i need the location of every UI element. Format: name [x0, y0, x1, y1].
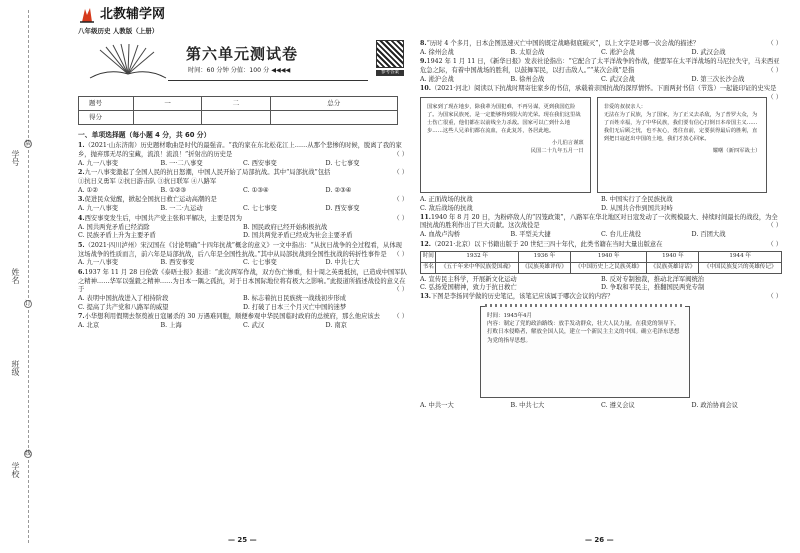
option[interactable]: D. 争取和平民主，推翻国民两党专制 [601, 284, 705, 292]
question-item [78, 242, 408, 268]
letter-signature: 小儿伯言谨禀 民国二十九年五月一日 [530, 139, 584, 154]
answer-bracket[interactable]: （ ） [767, 222, 782, 230]
cut-line [28, 10, 29, 543]
question-text: （2021·河北）阅读以下抗战时期寄往家乡的书信，承载着亲国抗战的深厚情怀。下面两封书信（节选）一起能印证的史实是 [430, 85, 777, 93]
question-number: 8. [420, 40, 427, 47]
options [420, 76, 782, 85]
book-table-cell: 1944 年 [699, 252, 782, 263]
brand-logo-icon [78, 6, 96, 24]
question-text: （2021·山东济南）历史题材歌曲是时代的最强音。“我的家在东北松花江上……从那个悲惨的时候，脱离了我的家乡，抛弃那无尽的宝藏，流浪！流浪！”折射出的历史是 [78, 142, 402, 159]
book-table-cell: 《五千年来中华民族爱国魂》 [436, 262, 519, 273]
letter-body: 非爱的叔叔亲人： 无法在为了民族，为了国家，为了正义去杀敌，为了普罗大众，为了百姓幸福，为了中华民族，我们要有信心打倒日本帝国主义……我们无后顾之忧，也不灰心，勇往直前，定要获得最后的胜利，直到把日寇赶出中国的土地，我们才放心回家。 [603, 104, 758, 142]
options [78, 187, 408, 196]
class-label: 班级 [11, 360, 21, 376]
question-number: 10. [420, 85, 431, 93]
question-item [78, 169, 408, 195]
letter-1 [420, 97, 591, 193]
test-meta: 时间：60 分钟 分值：100 分 ◀◀◀◀ [188, 66, 291, 74]
answer-bracket[interactable]: （ ） [767, 40, 782, 47]
note-line: 内容：制定了党的政治路线：放手发动群众，壮大人民力量，在我党的领导下，打败日本侵略者，解放全国人民，建立一个新民主主义的中国。确立毛泽东思想为党的指导思想。 [487, 321, 680, 344]
option[interactable]: D. ②③④ [325, 186, 352, 194]
question-item [78, 313, 408, 330]
question-text: （2021·四川泸州）宋汉国在《讨论明确“十四年抗战”概念的意义》一文中指出：“从抗日战争的全过程看，从体现这场战争的性质而言，前六年是局部抗战，后八年是全国性抗战。”其中从局部抗战到全国性抗战的转折性事件是 [78, 241, 402, 258]
question-item [78, 215, 408, 241]
option[interactable]: A. 血战卢沟桥 [420, 230, 461, 238]
question-item [78, 142, 408, 168]
score-header-cell: 一 [134, 96, 202, 110]
question-number: 1. [78, 142, 85, 150]
question-text: 九一八事变激起了全国人民的抗日怒潮，中国人民开始了局部抗战。其中“局部抗战”包括 [84, 169, 331, 177]
answer-bracket[interactable]: （ ） [393, 151, 408, 159]
brand-name: 北教辅学网 [100, 7, 166, 23]
question-subitems: ①抗日义勇军 ②抗日游击队 ③抗日联军 ④八路军 [78, 178, 217, 186]
option[interactable]: D. 中共七大 [325, 259, 360, 267]
brand-header [78, 6, 408, 24]
question-text: 小华想利用假期去祭奠被日寇屠杀的 30 万遇难同胞，顺便参观中华民国临时政府的总统府，那么他应该去 [84, 313, 380, 321]
book-table-cell: 1936 年 [518, 252, 570, 263]
option[interactable]: B. 国民政府已经开始积极抗战 [243, 223, 328, 231]
book-table-header: 时间 [421, 252, 436, 263]
option[interactable]: A. 国共两党矛盾已经消除 [78, 223, 150, 231]
question-item [420, 58, 782, 84]
score-header-cell: 二 [202, 96, 270, 110]
option[interactable]: B. 太原会战 [510, 48, 545, 56]
option[interactable]: B. 上海 [160, 322, 182, 330]
question-text: 1942 年 1 月 11 日，《新华日报》发表社论指出：“它配合了太平洋战争的作战，使盟军在太平洋战场的马尼拉失守，马来西亚危急之际，有着中国战场的胜利，以鼓舞军民，以打击敌人。”“某次会战”是指 [420, 58, 780, 75]
book-table-cell: 《中国民族复兴的英雄传记》 [699, 262, 782, 273]
question-number: 6. [78, 268, 85, 276]
name-label: 姓名 [11, 268, 21, 284]
question-item [420, 40, 782, 57]
options [78, 205, 408, 214]
letters-figure [420, 97, 767, 193]
note-line: 时间：1945年4月 [487, 312, 532, 319]
book-table-cell: 1932 年 [436, 252, 519, 263]
answer-bracket[interactable]: （ ） [393, 214, 408, 222]
question-number: 2. [78, 169, 85, 177]
score-cell[interactable] [202, 110, 270, 124]
book-table-cell: 《民族英雄评传》 [518, 262, 570, 273]
question-number: 4. [78, 214, 85, 222]
option[interactable]: D. 南京 [325, 322, 347, 330]
option[interactable]: A. 徐州会战 [420, 48, 454, 56]
qr-code[interactable] [376, 40, 404, 68]
option[interactable]: D. 西安事变 [325, 205, 360, 213]
option[interactable]: D. 政治协商会议 [691, 401, 739, 409]
letter-signature: 耀曙（新四军战士） [712, 147, 761, 154]
answer-bracket[interactable]: （ ） [767, 240, 782, 248]
option[interactable]: D. 第三次长沙会战 [691, 75, 745, 83]
answer-bracket[interactable]: （ ） [393, 250, 408, 258]
option[interactable]: B. 一·二八事变 [160, 159, 203, 167]
option[interactable]: B. 中共七大 [510, 401, 545, 409]
question-item [78, 269, 408, 312]
option[interactable]: B. 反对专制独裁，推动北洋军阀统治 [601, 275, 705, 283]
question-text: （2021·北京）以下书籍出版于 20 世纪三四十年代，此类书籍在当时大量出版意在 [430, 240, 663, 248]
question-text: 促进民众觉醒，掀起全国抗日救亡运动高潮的是 [84, 196, 217, 204]
option[interactable]: A. 中共一大 [420, 401, 454, 409]
option[interactable]: C. ①③④ [243, 186, 269, 194]
question-number: 5. [78, 241, 85, 249]
answer-bracket[interactable]: （ ） [767, 67, 782, 75]
option[interactable]: B. 一二·九运动 [160, 205, 203, 213]
cut-mark: 线 [25, 450, 32, 457]
book-subtitle: 八年级历史 人教版（上册） [78, 27, 159, 35]
letter-body: 国家到了现在地步，除我辈为国犯难，不再另谋，更到我国危险了。为国家民族死，是一定能够得到很大的光荣。现在我们这里战士伤亡很重，他们都在以前线全力杀敌。国家可以亡到什么地步……这些人兄弟们都在流血，在此复苏，各居此地。 [427, 104, 581, 134]
page-number: — 25 — [228, 536, 257, 545]
option[interactable]: D. 武汉会战 [691, 48, 726, 56]
option[interactable]: C. 淞沪会战 [601, 48, 635, 56]
options [420, 231, 782, 240]
cut-mark: 订 [25, 300, 32, 307]
cut-mark: 装 [25, 140, 32, 147]
answer-bracket[interactable]: （ ） [393, 169, 408, 177]
score-header-cell: 总分 [270, 96, 397, 110]
test-banner [78, 40, 408, 90]
options [78, 160, 408, 169]
question-text: “历时 4 个多月，日本企图迅速灭亡中国的既定战略彻底破灭”，以上文字是对哪一次会战的描述？ [426, 40, 700, 47]
q13-options [420, 402, 782, 411]
test-title: 第六单元测试卷 [186, 44, 299, 63]
right-question-list-b [420, 214, 782, 250]
option[interactable]: C. 弘扬爱国精神，致力于抗日救亡 [420, 284, 517, 292]
book-table-cell: 1940 年 [571, 252, 647, 263]
option[interactable]: A. 正面战场的抗战 [420, 196, 473, 204]
book-table-cell: 1940 年 [647, 252, 699, 263]
book-icon [88, 42, 168, 80]
option[interactable]: D. 国共两党矛盾已经成为社会主要矛盾 [243, 232, 353, 240]
right-question-list-a [420, 40, 782, 102]
question-text: 1940 年 8 月 20 日，为粉碎敌人的“囚笼政策”，八路军在华北地区对日寇发动了一次规模最大、持续时间最长的战役，为全国抗战的胜利作出了巨大贡献。这次战役是 [420, 213, 778, 230]
answer-bracket[interactable]: （ ） [393, 286, 408, 294]
page-number: — 26 — [585, 536, 614, 545]
book-table-header: 书名 [421, 262, 436, 273]
score-table [78, 96, 398, 125]
option[interactable]: B. 平型关大捷 [510, 230, 551, 238]
option[interactable]: D. 从国共合作到国共对峙 [601, 204, 673, 212]
options [420, 49, 782, 58]
score-cell[interactable] [134, 110, 202, 124]
option[interactable]: A. 九一八事变 [78, 159, 119, 167]
option[interactable]: D. 打破了日本三个月灭亡中国的迷梦 [243, 303, 347, 311]
question-number: 7. [78, 313, 85, 321]
option[interactable]: D. 七七事变 [325, 159, 360, 167]
option[interactable]: B. 标志着抗日民族统一战线初步形成 [243, 295, 347, 303]
question-number: 12. [420, 240, 431, 248]
question-item [420, 214, 782, 240]
question-number: 13. [420, 293, 431, 301]
option[interactable]: C. 遵义会议 [601, 401, 635, 409]
option[interactable]: C. 西安事变 [243, 159, 277, 167]
option[interactable]: D. 百团大战 [691, 230, 726, 238]
q10-options [420, 196, 782, 213]
options [78, 322, 408, 331]
score-header-cell: 题号 [79, 96, 134, 110]
option[interactable]: A. 北京 [78, 322, 100, 330]
option[interactable]: A. 表明中国抗战进入了相持阶段 [78, 295, 169, 303]
question-number: 9. [420, 58, 427, 66]
option[interactable]: A. 九一八事变 [78, 259, 119, 267]
options [78, 259, 408, 268]
question-number: 3. [78, 196, 85, 204]
book-table [420, 251, 782, 273]
binding-margin [0, 0, 62, 553]
section-heading: 一、单项选择题（每小题 4 分，共 60 分） [78, 130, 211, 139]
history-note [480, 306, 690, 398]
question-text: 1937 年 11 月 28 日伦敦《泰晤士报》报道：“此次两军作战，双方伤亡惨重，但十周之英勇抵抗，已造成中国军队之精神……华军以强毅之精神……为日本一隅之孤抗，对于日本国际地位将有极大之影响。”此报道所描述战役的意义在于 [78, 268, 407, 294]
student-id-label: 学号 [11, 150, 21, 166]
options [78, 224, 408, 241]
answer-bracket[interactable]: （ ） [393, 313, 408, 321]
option[interactable]: C. 提高了共产党和八路军的威望 [78, 303, 169, 311]
answer-bracket[interactable]: （ ） [393, 196, 408, 204]
book-table-cell: 《民族英雄诗话》 [647, 262, 699, 273]
option[interactable]: C. 武汉 [243, 322, 265, 330]
left-page [78, 6, 408, 546]
question-text: 西安事变发生后，中国共产党主张和平解决，主要是因为 [84, 214, 242, 222]
school-label: 学校 [11, 462, 21, 478]
answer-bracket[interactable]: （ ） [767, 293, 782, 301]
option[interactable]: C. 台儿庄战役 [601, 230, 642, 238]
options [78, 295, 408, 312]
option[interactable]: B. 西安事变 [160, 259, 195, 267]
option[interactable]: A. 宣传民主科学，开展新文化运动 [420, 275, 517, 283]
option[interactable]: B. ①②③ [160, 186, 187, 194]
score-row-label: 得分 [79, 110, 134, 124]
left-question-list [78, 142, 408, 330]
question-text: 下图是李扬同学做的历史笔记，该笔记应该属于哪次会议的内容？ [430, 293, 614, 301]
option[interactable]: A. 淞沪会战 [420, 75, 454, 83]
option[interactable]: A. ①② [78, 186, 98, 194]
question-number: 11. [420, 213, 431, 221]
option[interactable]: C. 七七事变 [243, 259, 277, 267]
option[interactable]: C. 七七事变 [243, 205, 277, 213]
book-table-cell: 《中国历史上之民族英雄》 [571, 262, 647, 273]
question-item [78, 196, 408, 213]
option[interactable]: C. 民族矛盾上升为主要矛盾 [78, 232, 156, 240]
answer-bracket[interactable]: （ ） [767, 94, 782, 102]
letter-2 [597, 97, 768, 193]
right-page [420, 40, 782, 546]
option[interactable]: B. 中国实行了全民族抗战 [601, 196, 673, 204]
option[interactable]: A. 九一八事变 [78, 205, 119, 213]
option[interactable]: C. 敌后战场的抗战 [420, 204, 473, 212]
score-cell[interactable] [270, 110, 397, 124]
option[interactable]: C. 武汉会战 [601, 75, 635, 83]
question-item [420, 241, 782, 250]
option[interactable]: B. 徐州会战 [510, 75, 545, 83]
question-13 [420, 293, 782, 302]
qr-caption: 参考答案 [376, 70, 404, 76]
q12-options [420, 276, 782, 293]
question-item [420, 85, 782, 102]
